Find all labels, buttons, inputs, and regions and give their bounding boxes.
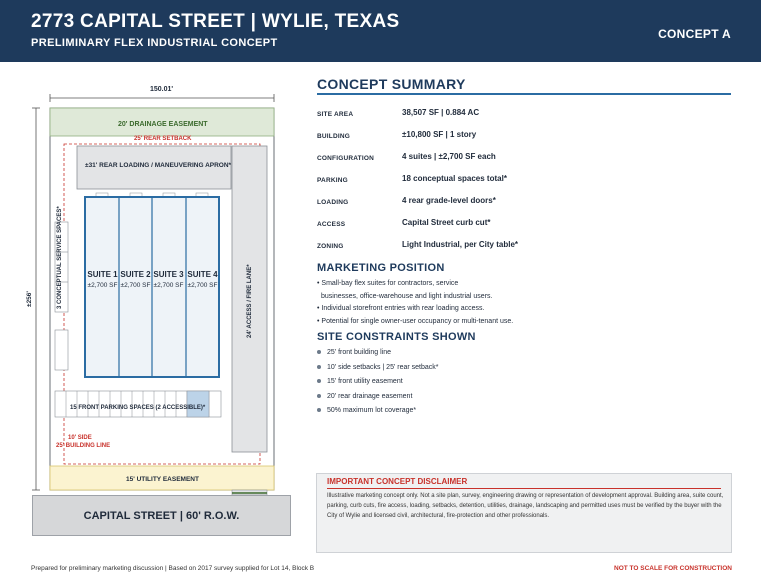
summary-title: CONCEPT SUMMARY — [317, 76, 466, 92]
street-label: CAPITAL STREET | 60' R.O.W. — [83, 510, 240, 522]
disclaimer-body: Illustrative marketing concept only. Not a site plan, survey, engineering drawing or representation of development approval. Building area, suite count, parking, curb cuts, fire access, loading, setbacks, detention, utilities, drainage, landscaping and permitted uses must be verified by the buyer with the City of Wylie and licensed civil, architectural, fire-protection and other professionals. — [327, 493, 724, 519]
bullet-icon — [317, 365, 321, 369]
bullet-icon — [317, 350, 321, 354]
summary-row-building — [317, 130, 731, 144]
marketing-line: • Potential for single owner-user occupancy or multi-tenant use. — [317, 318, 514, 325]
summary-value: 4 rear grade-level doors* — [402, 196, 496, 205]
drainage-easement-label: 20' DRAINAGE EASEMENT — [118, 121, 208, 128]
footer-scale-note: NOT TO SCALE FOR CONSTRUCTION — [614, 565, 732, 572]
summary-row-zoning — [317, 240, 731, 254]
summary-value: ±10,800 SF | 1 story — [402, 130, 477, 139]
page-title: 2773 CAPITAL STREET | WYLIE, TEXAS — [31, 11, 400, 32]
constraint-item: 25' front building line — [317, 349, 391, 356]
apron-label: ±31' REAR LOADING / MANEUVERING APRON* — [85, 162, 232, 169]
summary-value: 18 conceptual spaces total* — [402, 174, 507, 183]
suite-3 — [152, 270, 185, 289]
constraint-item: 50% maximum lot coverage* — [317, 407, 416, 414]
marketing-line: businesses, office-warehouse and light industrial users. — [321, 293, 493, 300]
marketing-title: MARKETING POSITION — [317, 262, 445, 274]
building-line-label: 25' BUILDING LINE — [56, 443, 111, 449]
summary-key: LOADING — [317, 199, 349, 206]
suite-1 — [86, 270, 119, 289]
summary-row-parking — [317, 174, 731, 188]
summary-divider — [317, 93, 731, 95]
accessible-spaces — [187, 391, 209, 417]
summary-key: ACCESS — [317, 221, 346, 228]
side-setback-label: 10' SIDE — [68, 435, 92, 441]
summary-key: PARKING — [317, 177, 348, 184]
suite-4 — [186, 270, 219, 289]
suite-sf: ±2,700 SF — [87, 282, 118, 289]
summary-value: 4 suites | ±2,700 SF each — [402, 152, 496, 161]
suite-sf: ±2,700 SF — [187, 282, 218, 289]
constraint-item: 20' rear drainage easement — [317, 393, 412, 400]
summary-value: Capital Street curb cut* — [402, 218, 491, 227]
suite-name: SUITE 3 — [153, 270, 184, 279]
marketing-line: • Individual storefront entries with rear loading access. — [317, 305, 485, 312]
fire-lane-label: 24' ACCESS / FIRE LANE* — [247, 264, 253, 338]
summary-value: Light Industrial, per City table* — [402, 240, 519, 249]
summary-row-site-area — [317, 108, 731, 122]
marketing-line: • Small-bay flex suites for contractors, service — [317, 280, 459, 287]
bullet-icon — [317, 408, 321, 412]
front-parking-label: 15 FRONT PARKING SPACES (2 ACCESSIBLE)* — [70, 405, 206, 411]
page-subtitle: PRELIMINARY FLEX INDUSTRIAL CONCEPT — [31, 37, 278, 49]
service-spaces-label: 3 CONCEPTUAL SERVICE SPACES* — [57, 206, 63, 309]
depth-dimension-label: ±256' — [26, 291, 33, 307]
summary-key: BUILDING — [317, 133, 351, 140]
suite-sf: ±2,700 SF — [120, 282, 151, 289]
constraints-title: SITE CONSTRAINTS SHOWN — [317, 331, 476, 343]
suite-name: SUITE 1 — [87, 270, 118, 279]
bullet-icon — [317, 379, 321, 383]
summary-key: SITE AREA — [317, 111, 354, 118]
street-box — [32, 495, 291, 536]
suite-2 — [119, 270, 152, 289]
suite-name: SUITE 4 — [187, 270, 218, 279]
header-bar — [0, 0, 761, 62]
summary-row-access — [317, 218, 731, 232]
summary-row-loading — [317, 196, 731, 210]
summary-key: CONFIGURATION — [317, 155, 375, 162]
disclaimer-title: IMPORTANT CONCEPT DISCLAIMER — [327, 477, 468, 486]
rear-setback-label: 25' REAR SETBACK — [134, 136, 192, 142]
constraint-item: 10' side setbacks | 25' rear setback* — [317, 364, 439, 371]
summary-row-configuration — [317, 152, 731, 166]
suite-sf: ±2,700 SF — [153, 282, 184, 289]
disclaimer-divider — [327, 488, 721, 489]
summary-value: 38,507 SF | 0.884 AC — [402, 108, 480, 117]
disclaimer-box — [316, 473, 732, 553]
bullet-icon — [317, 394, 321, 398]
suite-name: SUITE 2 — [120, 270, 151, 279]
concept-label: CONCEPT A — [658, 27, 731, 41]
summary-key: ZONING — [317, 243, 344, 250]
constraint-item: 15' front utility easement — [317, 378, 403, 385]
footer-note: Prepared for preliminary marketing discussion | Based on 2017 survey supplied for Lot 14, Block B — [31, 565, 315, 572]
utility-easement-label: 15' UTILITY EASEMENT — [126, 476, 199, 483]
width-dimension-label: 150.01' — [150, 86, 174, 93]
